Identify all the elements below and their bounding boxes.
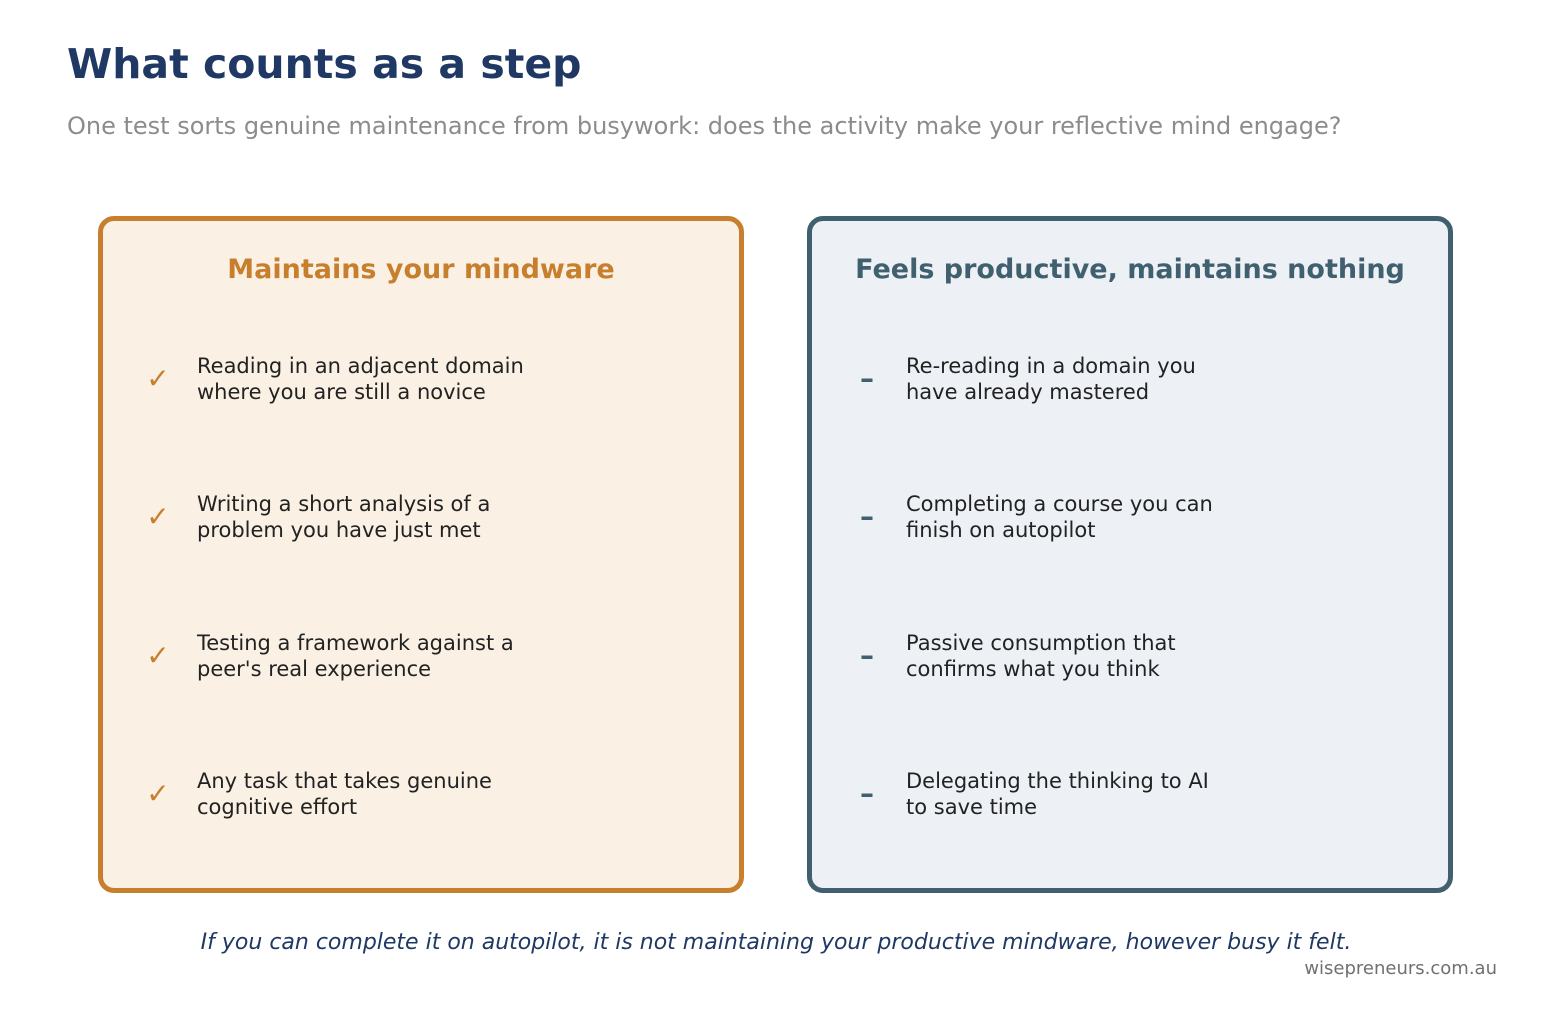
list-item: [812, 487, 1448, 547]
page-subtitle: One test sorts genuine maintenance from busywork: does the activity make your reflective mind engage?: [67, 112, 1342, 140]
list-item-text: [906, 491, 1213, 543]
list-item-line: confirms what you think: [906, 657, 1160, 681]
list-item-text: [906, 768, 1209, 820]
check-icon: ✓: [146, 777, 170, 810]
list-item-line: to save time: [906, 795, 1038, 819]
list-item-line: cognitive effort: [197, 795, 358, 819]
list-item: [812, 764, 1448, 824]
list-item: [103, 764, 739, 824]
list-item-line: finish on autopilot: [906, 518, 1096, 542]
page-title: What counts as a step: [67, 40, 582, 88]
list-item-line: problem you have just met: [197, 518, 481, 542]
maintains-mindware-panel: [98, 216, 744, 893]
list-item-line: Reading in an adjacent domain: [197, 354, 524, 378]
list-item-line: have already mastered: [906, 380, 1150, 404]
list-item-line: where you are still a novice: [197, 380, 486, 404]
list-item-text: [906, 353, 1196, 405]
list-item-line: Writing a short analysis of a: [197, 492, 491, 516]
list-item-text: [906, 630, 1176, 682]
dash-icon: –: [860, 362, 874, 395]
list-item-text: [197, 353, 524, 405]
dash-icon: –: [860, 777, 874, 810]
panel-heading: Feels productive, maintains nothing: [855, 254, 1405, 285]
list-item-line: Testing a framework against a: [197, 631, 514, 655]
list-item: [103, 626, 739, 686]
dash-icon: –: [860, 639, 874, 672]
list-item-text: [197, 768, 492, 820]
list-item-line: Re-reading in a domain you: [906, 354, 1196, 378]
dash-icon: –: [860, 500, 874, 533]
list-item: [103, 349, 739, 409]
list-item: [103, 487, 739, 547]
list-item-line: Passive consumption that: [906, 631, 1176, 655]
maintains-nothing-panel: [807, 216, 1453, 893]
check-icon: ✓: [146, 362, 170, 395]
list-item: [812, 626, 1448, 686]
list-item-text: [197, 630, 514, 682]
site-credit: wisepreneurs.com.au: [1304, 958, 1497, 979]
list-item-line: Any task that takes genuine: [197, 769, 492, 793]
list-item-text: [197, 491, 490, 543]
takeaway-quote: If you can complete it on autopilot, it is not maintaining your productive mindware, however busy it felt.: [200, 930, 1352, 955]
list-item-line: Delegating the thinking to AI: [906, 769, 1209, 793]
check-icon: ✓: [146, 639, 170, 672]
check-icon: ✓: [146, 500, 170, 533]
list-item-line: peer's real experience: [197, 657, 432, 681]
list-item: [812, 349, 1448, 409]
list-item-line: Completing a course you can: [906, 492, 1213, 516]
panel-heading: Maintains your mindware: [227, 254, 615, 285]
